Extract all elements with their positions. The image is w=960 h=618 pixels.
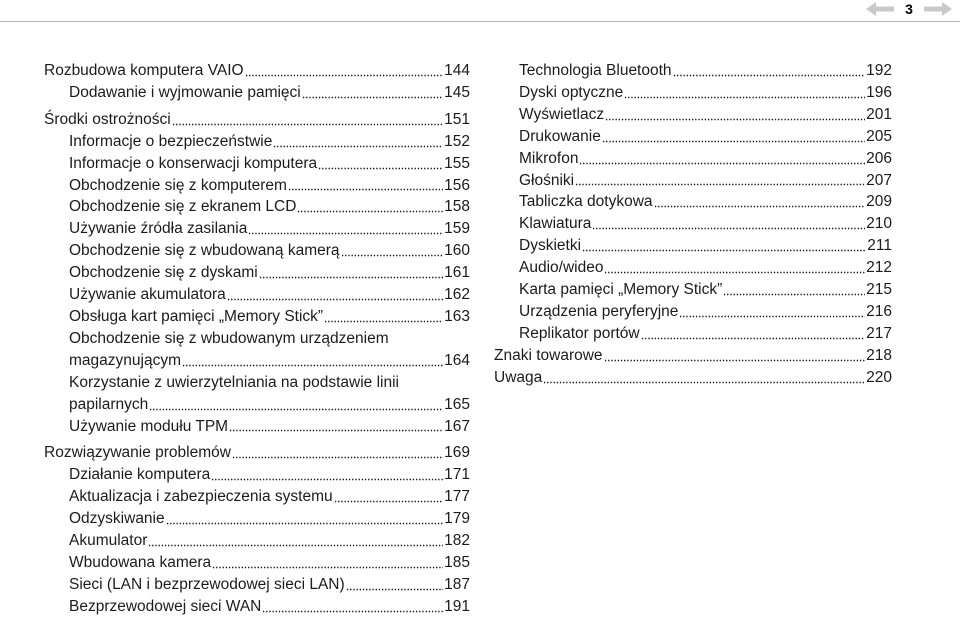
toc-entry[interactable] bbox=[44, 153, 470, 175]
toc-entry-label: Uwaga bbox=[494, 368, 543, 386]
toc-entry-label: Tabliczka dotykowa bbox=[519, 193, 653, 211]
toc-entry-label: Audio/wideo bbox=[519, 259, 604, 277]
toc-entry-label: Obchodzenie się z dyskami bbox=[69, 264, 258, 282]
toc-entry-label: Obsługa kart pamięci „Memory Stick” bbox=[69, 307, 324, 325]
toc-entry[interactable] bbox=[44, 60, 470, 82]
toc-entry[interactable] bbox=[494, 60, 892, 82]
toc-entry-label: Obchodzenie się z wbudowanym urządzeniem bbox=[69, 329, 389, 347]
toc-entry-page: 191 bbox=[444, 597, 470, 615]
toc-entry[interactable] bbox=[44, 596, 470, 618]
toc-entry[interactable] bbox=[44, 196, 470, 218]
toc-entry-page: 163 bbox=[444, 307, 470, 325]
dot-leader bbox=[341, 241, 444, 257]
toc-entry[interactable] bbox=[44, 262, 470, 284]
dot-leader bbox=[259, 263, 443, 279]
dot-leader bbox=[232, 443, 443, 459]
toc-entry[interactable] bbox=[494, 213, 892, 235]
toc-entry-page: 210 bbox=[866, 215, 892, 233]
toc-entry-page: 206 bbox=[866, 149, 892, 167]
toc-entry-page: 165 bbox=[444, 395, 470, 413]
dot-leader bbox=[288, 175, 443, 191]
toc-entry[interactable] bbox=[44, 109, 470, 131]
toc-entry-label: Klawiatura bbox=[519, 215, 592, 233]
toc-entry-page: 151 bbox=[444, 110, 470, 128]
toc-entry[interactable] bbox=[494, 323, 892, 345]
toc-entry-page: 161 bbox=[444, 264, 470, 282]
toc-entry-page: 207 bbox=[866, 171, 892, 189]
toc-entry[interactable] bbox=[494, 170, 892, 192]
toc-entry[interactable] bbox=[494, 191, 892, 213]
dot-leader bbox=[579, 149, 865, 165]
dot-leader bbox=[602, 127, 865, 143]
toc-entry-page: 158 bbox=[444, 198, 470, 216]
toc-entry[interactable] bbox=[44, 131, 470, 153]
dot-leader bbox=[297, 197, 443, 213]
toc-entry[interactable] bbox=[44, 442, 470, 464]
toc-entry-page: 162 bbox=[444, 286, 470, 304]
toc-entry-label: Urządzenia peryferyjne bbox=[519, 302, 679, 320]
toc-entry-label: Drukowanie bbox=[519, 127, 601, 145]
dot-leader bbox=[148, 531, 443, 547]
toc-entry[interactable] bbox=[494, 104, 892, 126]
toc-entry-page: 164 bbox=[444, 351, 470, 369]
toc-entry-page: 217 bbox=[866, 324, 892, 342]
toc-entry[interactable] bbox=[44, 372, 470, 416]
page-navigation bbox=[862, 0, 960, 18]
dot-leader bbox=[172, 110, 443, 126]
toc-entry-label: Wbudowana kamera bbox=[69, 553, 212, 571]
toc-entry[interactable] bbox=[44, 240, 470, 262]
toc-entry-page: 156 bbox=[444, 176, 470, 194]
dot-leader bbox=[248, 219, 443, 235]
toc-entry-page: 169 bbox=[444, 444, 470, 462]
dot-leader bbox=[346, 575, 443, 591]
toc-entry-page: 209 bbox=[866, 193, 892, 211]
toc-entry[interactable] bbox=[44, 284, 470, 306]
toc-entry[interactable] bbox=[494, 82, 892, 104]
dot-leader bbox=[182, 351, 443, 367]
toc-entry-page: 152 bbox=[444, 132, 470, 150]
toc-entry-label: Używanie modułu TPM bbox=[69, 417, 229, 435]
toc-entry[interactable] bbox=[44, 328, 470, 372]
dot-leader bbox=[641, 324, 866, 340]
toc-entry-page: 211 bbox=[867, 237, 892, 255]
toc-entry-label: Bezprzewodowej sieci WAN bbox=[69, 597, 262, 615]
dot-leader bbox=[334, 487, 443, 503]
toc-entry-page: 160 bbox=[444, 242, 470, 260]
toc-entry[interactable] bbox=[494, 367, 892, 389]
toc-entry-page: 216 bbox=[866, 302, 892, 320]
toc-entry-label: Technologia Bluetooth bbox=[519, 62, 672, 79]
toc-entry-page: 192 bbox=[866, 62, 892, 79]
dot-leader bbox=[592, 214, 865, 230]
dot-leader bbox=[318, 154, 443, 170]
toc-entry[interactable] bbox=[44, 416, 470, 438]
toc-entry[interactable] bbox=[494, 126, 892, 148]
toc-entry-label: magazynującym bbox=[69, 351, 181, 369]
dot-leader bbox=[604, 258, 865, 274]
toc-entry-label: Głośniki bbox=[519, 171, 575, 189]
toc-entry-label: Rozbudowa komputera VAIO bbox=[44, 62, 244, 79]
toc-entry-page: 159 bbox=[444, 220, 470, 238]
dot-leader bbox=[575, 170, 865, 186]
toc-entry-page: 218 bbox=[866, 346, 892, 364]
toc-entry[interactable] bbox=[44, 218, 470, 240]
dot-leader bbox=[273, 132, 443, 148]
toc-entry-label: Działanie komputera bbox=[69, 466, 211, 484]
dot-leader bbox=[262, 597, 443, 613]
toc-entry[interactable] bbox=[44, 82, 470, 104]
toc-entry-label: Obchodzenie się z wbudowaną kamerą bbox=[69, 242, 340, 260]
toc-entry[interactable] bbox=[44, 552, 470, 574]
toc-entry-page: 201 bbox=[866, 105, 892, 123]
toc-entry[interactable] bbox=[44, 464, 470, 486]
toc-entry-page: 187 bbox=[444, 575, 470, 593]
toc-entry-page: 144 bbox=[444, 62, 470, 79]
toc-entry-page: 171 bbox=[444, 466, 470, 484]
dot-leader bbox=[166, 509, 444, 525]
dot-leader bbox=[624, 83, 865, 99]
dot-leader bbox=[212, 553, 443, 569]
toc-entry-page: 167 bbox=[444, 417, 470, 435]
toc-entry[interactable] bbox=[494, 257, 892, 279]
dot-leader bbox=[605, 105, 865, 121]
toc-entry-page: 185 bbox=[444, 553, 470, 571]
toc-entry-label: Używanie akumulatora bbox=[69, 286, 226, 304]
toc-entry-label: Znaki towarowe bbox=[494, 346, 603, 364]
toc-entry[interactable] bbox=[44, 306, 470, 328]
dot-leader bbox=[723, 280, 865, 296]
toc-entry-page: 212 bbox=[866, 259, 892, 277]
dot-leader bbox=[211, 465, 443, 481]
page-number: 3 bbox=[905, 1, 913, 17]
toc-column-right bbox=[494, 60, 892, 389]
toc-entry[interactable] bbox=[494, 301, 892, 323]
toc-entry-label: Akumulator bbox=[69, 532, 148, 550]
toc-entry[interactable] bbox=[44, 508, 470, 530]
toc-entry[interactable] bbox=[44, 530, 470, 552]
toc-entry-label: Dyski optyczne bbox=[519, 83, 624, 101]
previous-page-arrow-icon[interactable] bbox=[866, 2, 894, 16]
next-page-arrow-icon[interactable] bbox=[924, 2, 952, 16]
toc-entry[interactable] bbox=[494, 148, 892, 170]
toc-entry-label: Sieci (LAN i bezprzewodowej sieci LAN) bbox=[69, 575, 345, 593]
toc-entry[interactable] bbox=[494, 235, 892, 257]
dot-leader bbox=[324, 307, 443, 323]
dot-leader bbox=[302, 83, 443, 99]
toc-entry-label: Mikrofon bbox=[519, 149, 579, 167]
toc-entry-page: 145 bbox=[444, 83, 470, 101]
toc-entry-label: Informacje o bezpieczeństwie bbox=[69, 132, 273, 150]
toc-entry-page: 220 bbox=[866, 368, 892, 386]
toc-entry-label: Rozwiązywanie problemów bbox=[44, 444, 231, 462]
dot-leader bbox=[604, 346, 866, 362]
dot-leader bbox=[227, 285, 443, 301]
toc-entry-label: Dodawanie i wyjmowanie pamięci bbox=[69, 83, 301, 101]
dot-leader bbox=[654, 192, 866, 208]
toc-entry-label: Korzystanie z uwierzytelniania na podstawie linii bbox=[69, 373, 399, 391]
toc-entry-label: Obchodzenie się z ekranem LCD bbox=[69, 198, 297, 216]
toc-entry-page: 179 bbox=[444, 510, 470, 528]
dot-leader bbox=[229, 416, 443, 432]
toc-entry-label: Wyświetlacz bbox=[519, 105, 605, 123]
toc-entry[interactable] bbox=[494, 279, 892, 301]
toc-entry-page: 196 bbox=[866, 83, 892, 101]
header-divider bbox=[0, 21, 960, 22]
toc-entry-label: Dyskietki bbox=[519, 237, 582, 255]
dot-leader bbox=[245, 61, 444, 77]
toc-entry-label: Aktualizacja i zabezpieczenia systemu bbox=[69, 488, 333, 506]
dot-leader bbox=[582, 236, 866, 252]
toc-entry-label: Używanie źródła zasilania bbox=[69, 220, 248, 238]
toc-entry-page: 155 bbox=[444, 154, 470, 172]
dot-leader bbox=[673, 61, 866, 77]
toc-entry-page: 205 bbox=[866, 127, 892, 145]
toc-entry-page: 215 bbox=[866, 281, 892, 299]
toc-entry-label: Replikator portów bbox=[519, 324, 640, 342]
toc-entry-label: Obchodzenie się z komputerem bbox=[69, 176, 287, 194]
toc-entry[interactable] bbox=[44, 175, 470, 197]
dot-leader bbox=[679, 302, 865, 318]
dot-leader bbox=[543, 368, 865, 384]
toc-entry-page: 177 bbox=[444, 488, 470, 506]
toc-entry-label: Odzyskiwanie bbox=[69, 510, 165, 528]
toc-entry-label: Środki ostrożności bbox=[44, 110, 171, 128]
toc-entry-label: papilarnych bbox=[69, 395, 149, 413]
toc-entry[interactable] bbox=[44, 486, 470, 508]
toc-entry[interactable] bbox=[494, 345, 892, 367]
dot-leader bbox=[149, 395, 443, 411]
toc-column-left bbox=[44, 60, 470, 618]
toc-entry-label: Informacje o konserwacji komputera bbox=[69, 154, 318, 172]
toc-entry[interactable] bbox=[44, 574, 470, 596]
toc-entry-label: Karta pamięci „Memory Stick” bbox=[519, 281, 723, 299]
toc-entry-page: 182 bbox=[444, 532, 470, 550]
